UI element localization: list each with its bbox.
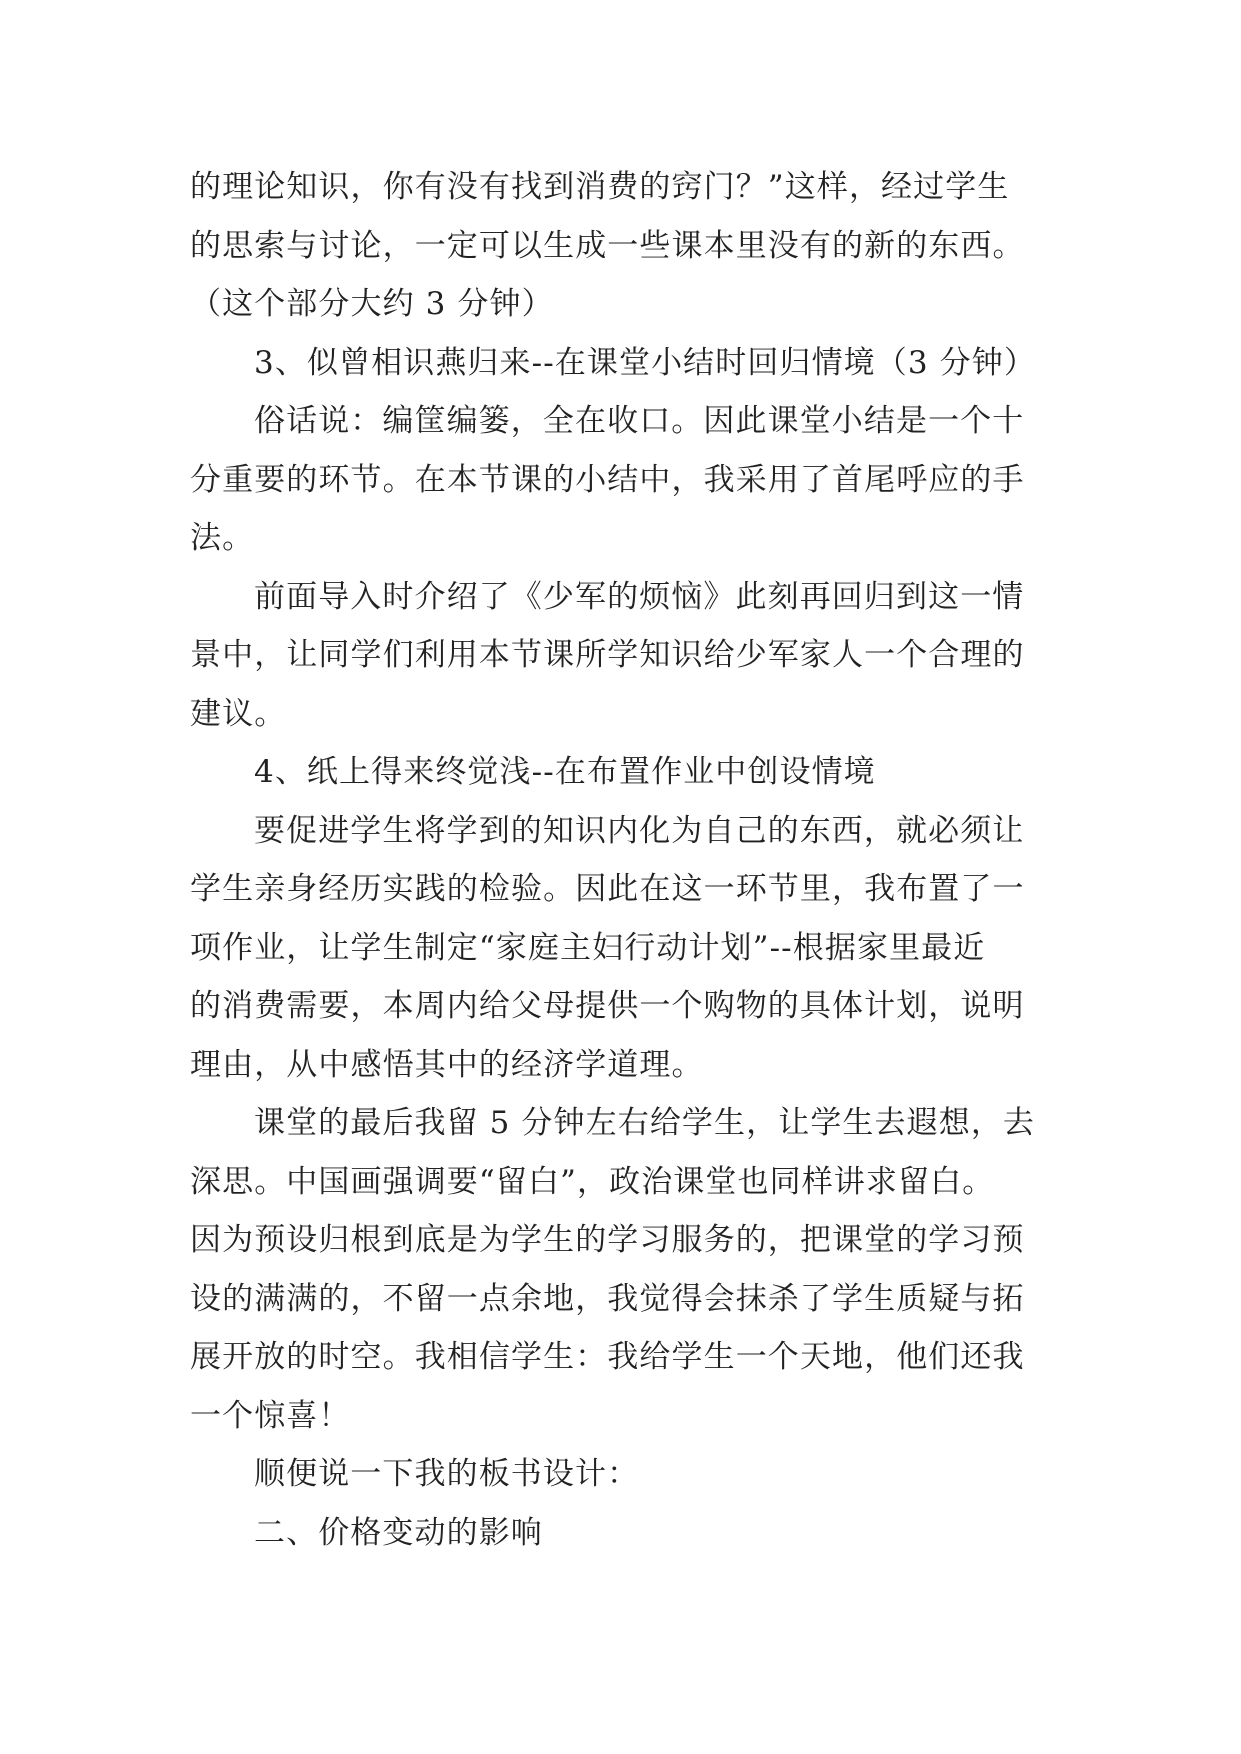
text-line: 前面导入时介绍了《少军的烦恼》此刻再回归到这一情 bbox=[254, 578, 1025, 615]
text-line: 理由，从中感悟其中的经济学道理。 bbox=[190, 1046, 704, 1083]
section-heading: 二、价格变动的影响 bbox=[254, 1514, 543, 1551]
text-line: 法。 bbox=[190, 520, 255, 556]
text-line: 一个惊喜！ bbox=[190, 1397, 351, 1434]
section-heading: 4、纸上得来终觉浅--在布置作业中创设情境 bbox=[254, 754, 876, 790]
text-line: 深思。中国画强调要“留白”，政治课堂也同样讲求留白。 bbox=[190, 1163, 995, 1200]
text-line: （这个部分大约 3 分钟） bbox=[190, 286, 554, 322]
text-line: 分重要的环节。在本节课的小结中，我采用了首尾呼应的手 bbox=[190, 461, 1025, 498]
text-line: 建议。 bbox=[190, 695, 287, 732]
text-line: 设的满满的，不留一点余地，我觉得会抹杀了学生质疑与拓 bbox=[190, 1280, 1025, 1317]
text-line: 的理论知识，你有没有找到消费的窍门？”这样，经过学生 bbox=[190, 169, 1010, 205]
section-heading: 3、似曾相识燕归来--在课堂小结时回归情境（3 分钟） bbox=[254, 344, 1036, 381]
text-line: 项作业，让学生制定“家庭主妇行动计划”--根据家里最近 bbox=[190, 929, 986, 966]
text-line: 的消费需要，本周内给父母提供一个购物的具体计划，说明 bbox=[190, 988, 1025, 1024]
text-line: 要促进学生将学到的知识内化为自己的东西，就必须让 bbox=[254, 812, 1025, 849]
text-line: 展开放的时空。我相信学生：我给学生一个天地，他们还我 bbox=[190, 1339, 1025, 1375]
text-line: 顺便说一下我的板书设计： bbox=[254, 1456, 640, 1492]
text-line: 因为预设归根到底是为学生的学习服务的，把课堂的学习预 bbox=[190, 1222, 1025, 1258]
text-line: 俗话说：编筐编篓，全在收口。因此课堂小结是一个十 bbox=[254, 403, 1025, 439]
body-text bbox=[190, 158, 1050, 1562]
text-line: 景中，让同学们利用本节课所学知识给少军家人一个合理的 bbox=[190, 637, 1025, 673]
text-line: 学生亲身经历实践的检验。因此在这一环节里，我布置了一 bbox=[190, 871, 1025, 907]
text-line: 课堂的最后我留 5 分钟左右给学生，让学生去遐想，去 bbox=[254, 1105, 1036, 1141]
text-line: 的思索与讨论，一定可以生成一些课本里没有的新的东西。 bbox=[190, 227, 1025, 264]
